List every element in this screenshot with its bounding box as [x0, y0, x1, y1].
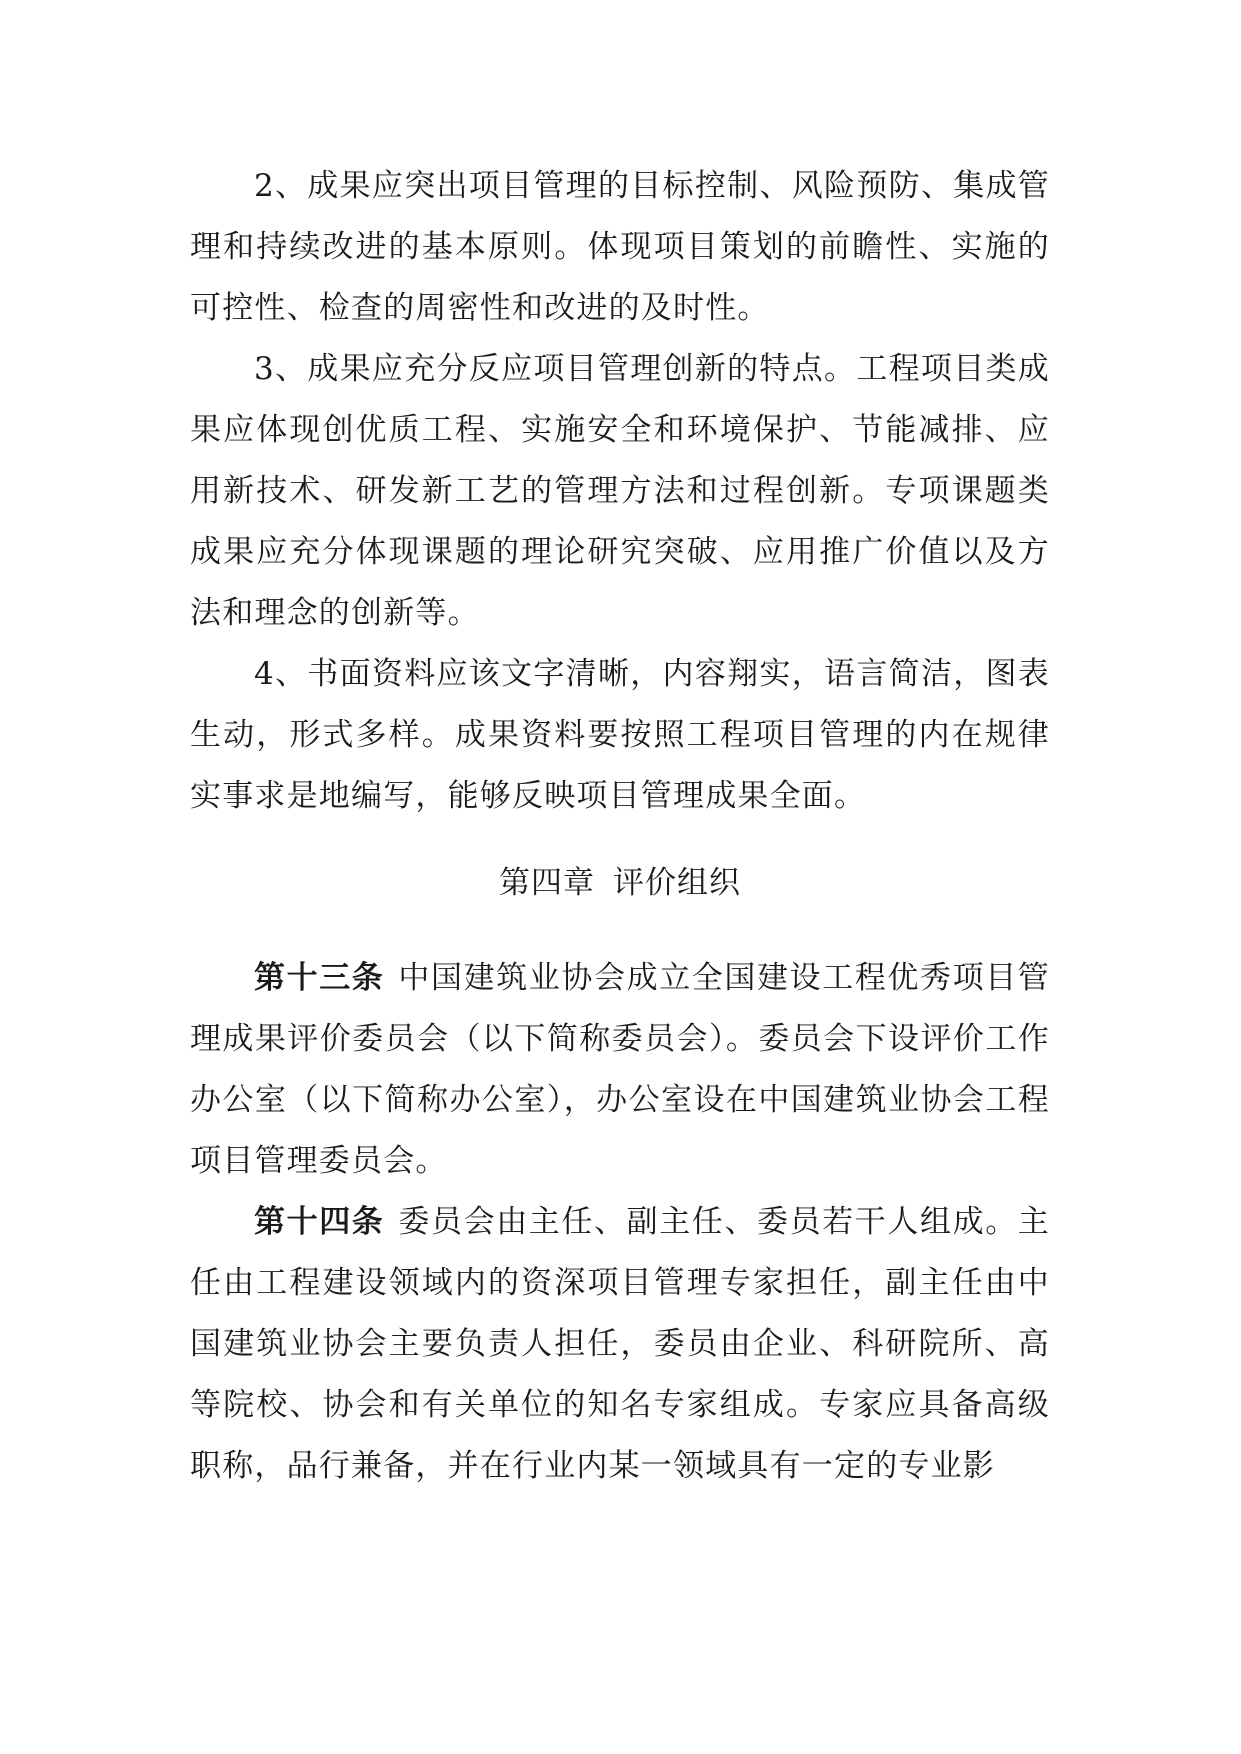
document-page: [190, 156, 1050, 1497]
article-13-text: 中国建筑业协会成立全国建设工程优秀项目管理成果评价委员会（以下简称委员会）。委员会下设评价工作办公室（以下简称办公室），办公室设在中国建筑业协会工程项目管理委员会。: [190, 960, 1050, 1179]
article-14-head: 第十四条: [254, 1204, 385, 1240]
article-13: [190, 948, 1050, 1192]
paragraph-item-4: 4、书面资料应该文字清晰，内容翔实，语言简洁，图表生动，形式多样。成果资料要按照工程项目管理的内在规律实事求是地编写，能够反映项目管理成果全面。: [190, 656, 1050, 814]
paragraph-item-3: 3、成果应充分反应项目管理创新的特点。工程项目类成果应体现创优质工程、实施安全和环境保护、节能减排、应用新技术、研发新工艺的管理方法和过程创新。专项课题类成果应充分体现课题的理论研究突破、应用推广价值以及方法和理念的创新等。: [190, 351, 1050, 631]
article-14: [190, 1192, 1050, 1497]
chapter-heading: [190, 853, 1050, 914]
article-14-text: 委员会由主任、副主任、委员若干人组成。主任由工程建设领域内的资深项目管理专家担任，副主任由中国建筑业协会主要负责人担任，委员由企业、科研院所、高等院校、协会和有关单位的知名专家组成。专家应具备高级职称，品行兼备，并在行业内某一领域具有一定的专业影: [190, 1204, 1050, 1484]
chapter-number: 第四章: [499, 865, 595, 901]
paragraph-item-2: 2、成果应突出项目管理的目标控制、风险预防、集成管理和持续改进的基本原则。体现项目策划的前瞻性、实施的可控性、检查的周密性和改进的及时性。: [190, 168, 1050, 326]
article-13-head: 第十三条: [254, 960, 385, 996]
chapter-title: 评价组织: [613, 865, 741, 901]
